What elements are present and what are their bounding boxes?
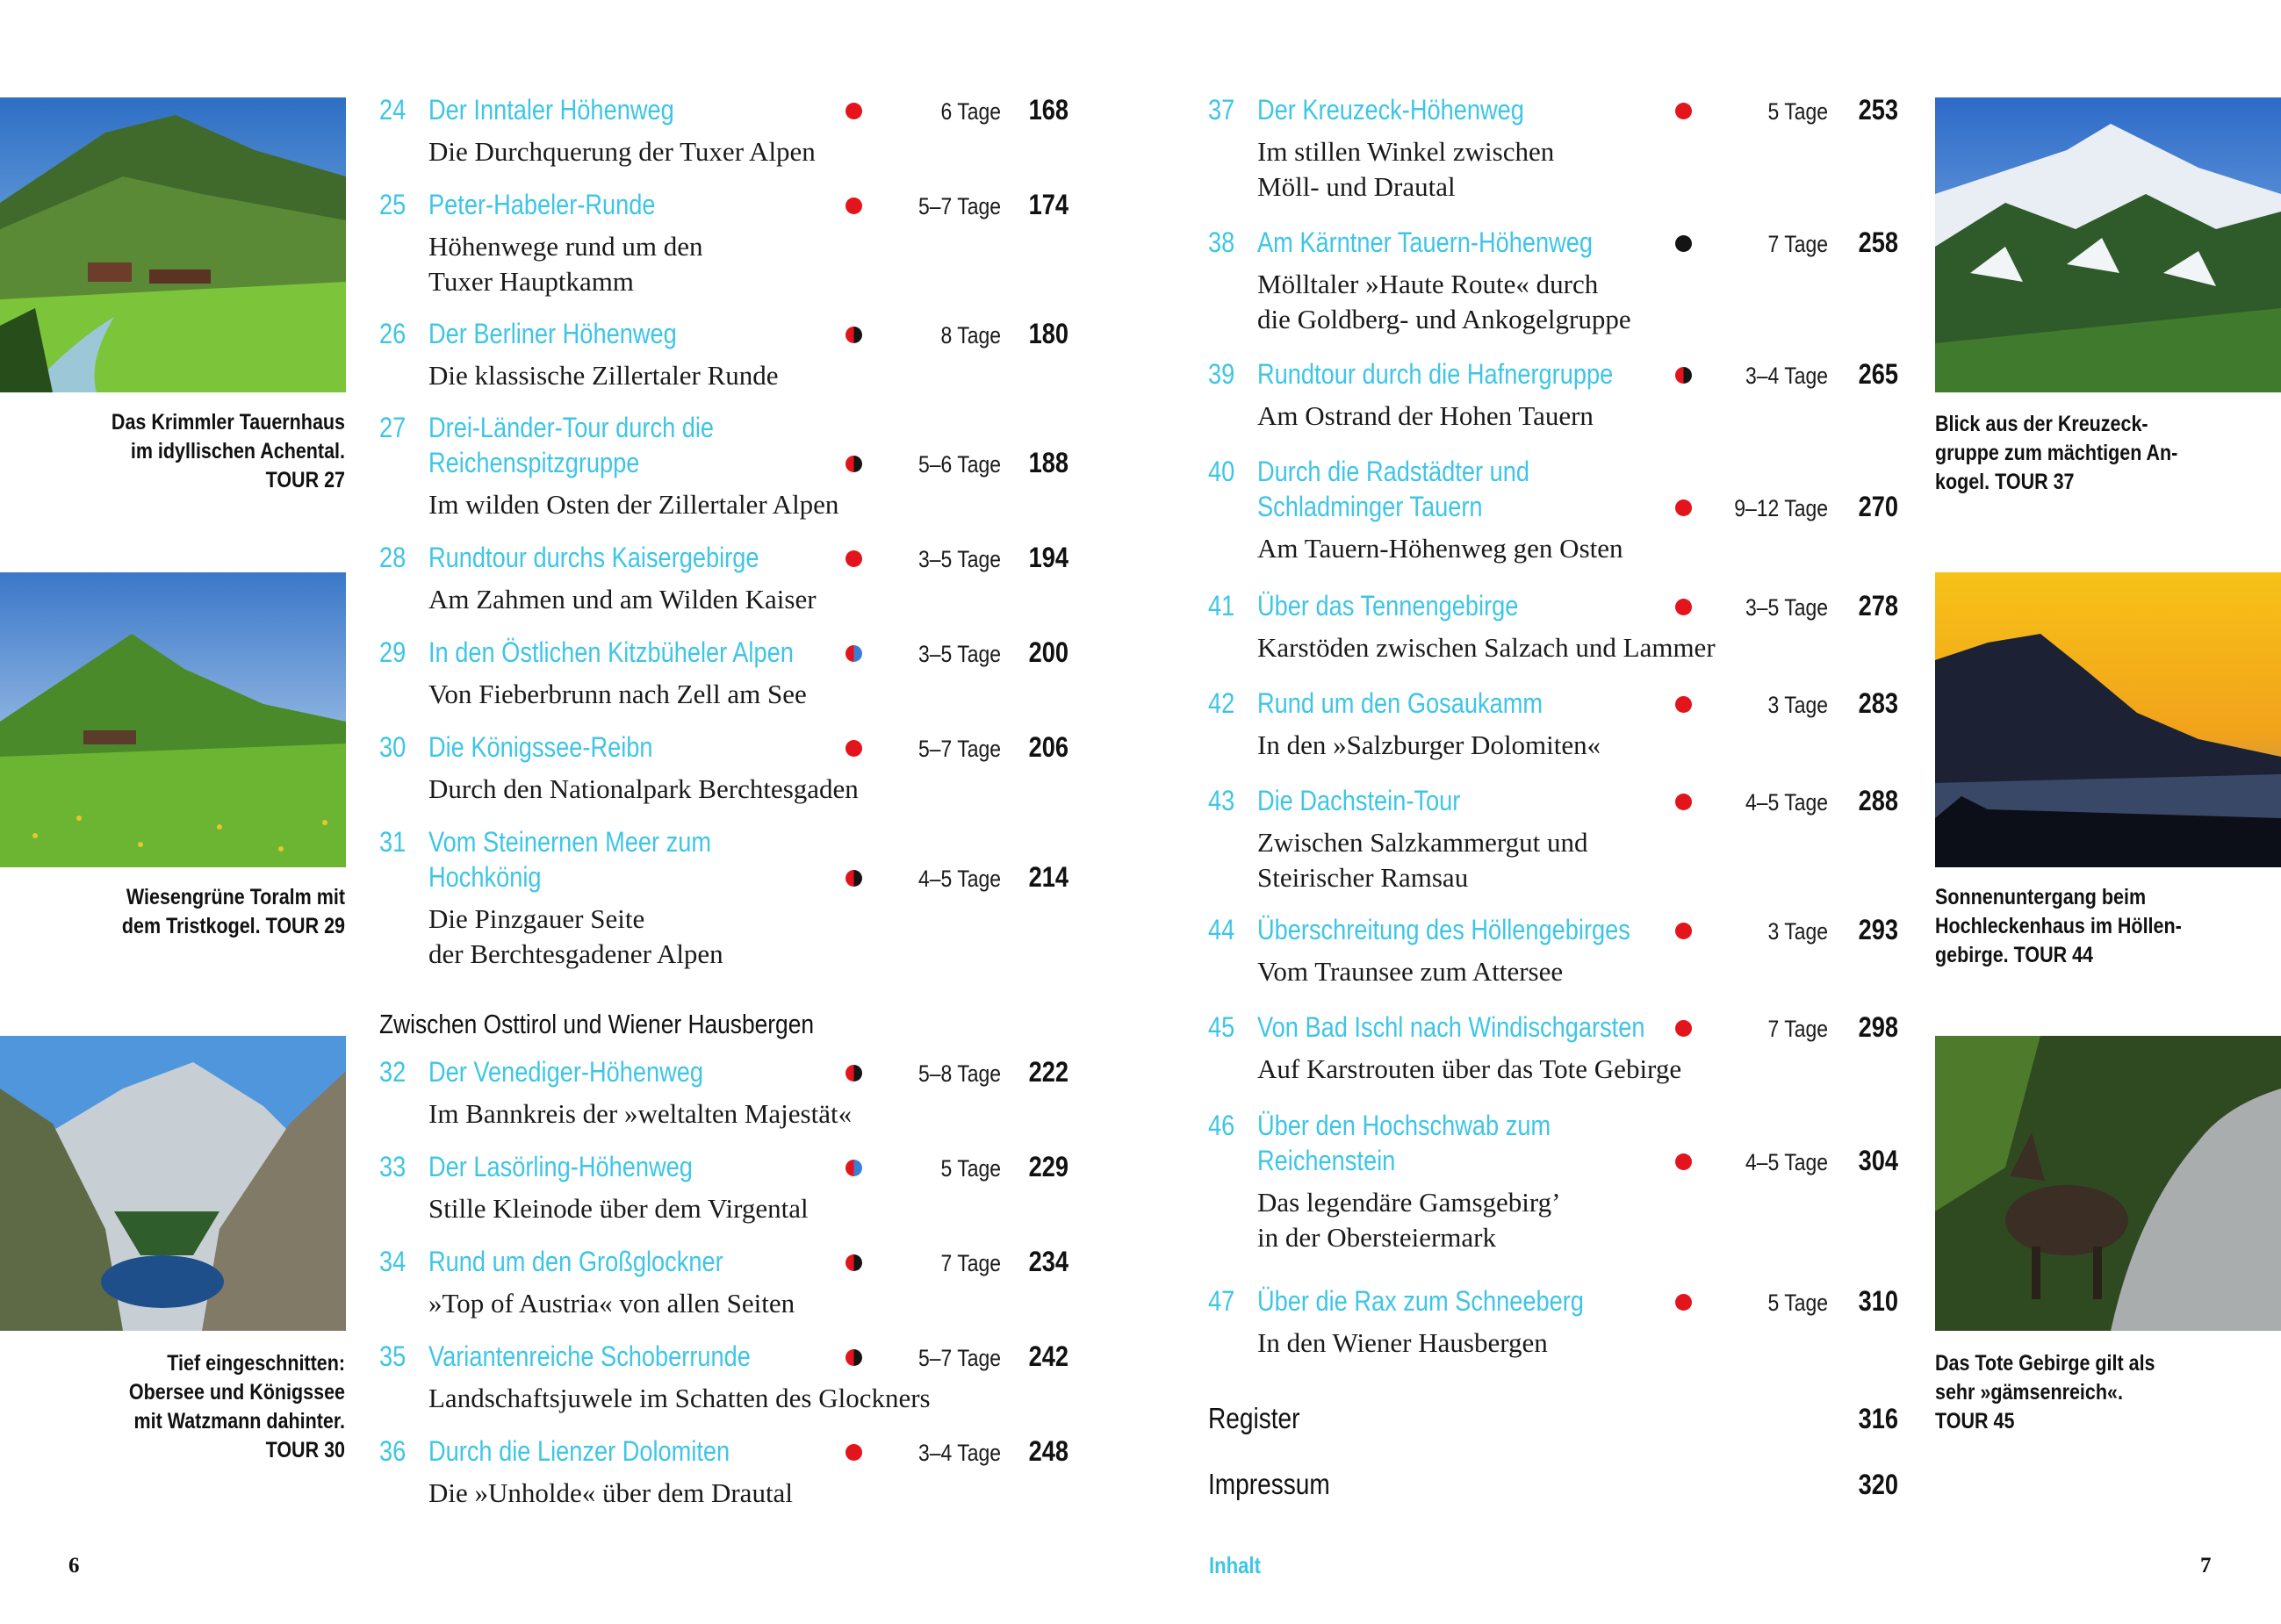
- tour-subtitle-line: Das legendäre Gamsgebirg’: [1257, 1187, 1561, 1218]
- tour-page-number: 288: [1858, 785, 1898, 816]
- tour-title-line: Drei-Länder-Tour durch die: [428, 412, 715, 443]
- difficulty-dot-icon: [845, 1349, 862, 1366]
- photo-toralm-image: [0, 572, 346, 867]
- caption-line: Sonnenuntergang beim: [1935, 885, 2147, 909]
- tour-title[interactable]: [428, 540, 759, 575]
- tour-title[interactable]: [1257, 686, 1543, 721]
- difficulty-dot-icon: [845, 327, 862, 343]
- tour-page-number: 293: [1858, 914, 1898, 945]
- tour-title[interactable]: [428, 1244, 723, 1279]
- tour-subtitle-line: Steirischer Ramsau: [1257, 862, 1469, 893]
- tour-duration: 7 Tage: [1767, 231, 1828, 257]
- tour-title[interactable]: [1257, 1108, 1551, 1178]
- difficulty-dot-icon: [1675, 367, 1692, 384]
- tour-subtitle-line: Im stillen Winkel zwischen: [1257, 136, 1555, 167]
- register-label[interactable]: Register: [1208, 1402, 1300, 1434]
- difficulty-dot-icon: [1675, 794, 1692, 810]
- photo-toralm: [0, 572, 346, 867]
- tour-title[interactable]: [428, 635, 794, 670]
- tour-number: 39: [1208, 358, 1235, 390]
- tour-subtitle-line: Vom Traunsee zum Attersee: [1257, 956, 1564, 987]
- tour-title-line: Der Kreuzeck-Höhenweg: [1257, 94, 1524, 126]
- tour-subtitle-line: der Berchtesgadener Alpen: [428, 938, 723, 969]
- tour-title-line: In den Östlichen Kitzbüheler Alpen: [428, 636, 794, 668]
- tour-title-line: Durch die Radstädter und: [1257, 456, 1529, 487]
- tour-duration: 5–7 Tage: [917, 1345, 1001, 1371]
- tour-duration: 3 Tage: [1767, 692, 1828, 718]
- photo-sunset-image: [1935, 572, 2281, 867]
- tour-title-line: Über den Hochschwab zum: [1257, 1110, 1551, 1141]
- tour-number: 25: [379, 189, 407, 220]
- tour-title-line: Der Lasörling-Höhenweg: [428, 1151, 693, 1182]
- difficulty-dot-icon: [845, 645, 862, 662]
- caption-line: Tief eingeschnitten:: [167, 1351, 345, 1376]
- tour-page-number: 310: [1858, 1285, 1898, 1317]
- difficulty-dot-icon: [845, 103, 862, 119]
- tour-number: 33: [379, 1151, 407, 1182]
- tour-title-line: Rundtour durch die Hafnergruppe: [1257, 358, 1614, 390]
- tour-page-number: 278: [1858, 590, 1898, 622]
- tour-subtitle-line: In den Wiener Hausbergen: [1257, 1327, 1548, 1358]
- tour-duration: 4–5 Tage: [1745, 789, 1828, 816]
- tour-subtitle: [428, 1286, 795, 1321]
- tour-duration: 7 Tage: [940, 1250, 1001, 1276]
- tour-subtitle-line: Landschaftsjuwele im Schatten des Glockners: [428, 1383, 931, 1413]
- tour-title-line: Die Königssee-Reibn: [428, 731, 653, 763]
- tour-subtitle: [1257, 399, 1594, 434]
- tour-page-number: 200: [1028, 636, 1069, 668]
- tour-subtitle: [1257, 134, 1554, 205]
- tour-number: 30: [379, 731, 407, 763]
- tour-duration: 7 Tage: [1767, 1016, 1828, 1042]
- caption-line: TOUR 45: [1935, 1409, 2015, 1434]
- tour-subtitle: [428, 677, 807, 712]
- tour-duration: 9–12 Tage: [1734, 495, 1828, 521]
- tour-title-line: Die Dachstein-Tour: [1257, 785, 1461, 816]
- difficulty-dot-icon: [845, 1444, 862, 1461]
- tour-title-line: Der Venediger-Höhenweg: [428, 1056, 703, 1088]
- tour-title-line: Durch die Lienzer Dolomiten: [428, 1435, 730, 1467]
- tour-subtitle: [1257, 1185, 1560, 1255]
- tour-duration: 3–5 Tage: [917, 641, 1001, 667]
- difficulty-dot-icon: [845, 1254, 862, 1271]
- folio-section-label: Inhalt: [1209, 1552, 1261, 1578]
- tour-number: 38: [1208, 226, 1235, 258]
- tour-duration: 3–4 Tage: [917, 1440, 1001, 1466]
- tour-subtitle-line: Tuxer Hauptkamm: [428, 266, 634, 297]
- tour-subtitle-line: Im wilden Osten der Zillertaler Alpen: [428, 489, 839, 520]
- tour-title[interactable]: [428, 1339, 751, 1374]
- tour-title-line: Der Berliner Höhenweg: [428, 318, 677, 349]
- tour-title-line: Rund um den Großglockner: [428, 1246, 723, 1277]
- tour-subtitle: [428, 358, 779, 393]
- tour-duration: 5–6 Tage: [917, 451, 1001, 478]
- tour-title-line: Reichenstein: [1257, 1145, 1396, 1176]
- tour-title[interactable]: [1257, 356, 1613, 392]
- tour-duration: 5–8 Tage: [917, 1060, 1001, 1087]
- difficulty-dot-icon: [1675, 499, 1692, 516]
- tour-duration: 5 Tage: [1767, 1290, 1828, 1316]
- tour-subtitle-line: in der Obersteiermark: [1257, 1222, 1496, 1253]
- tour-subtitle-line: Möll- und Drautal: [1257, 171, 1456, 202]
- tour-subtitle-line: Stille Kleinode über dem Virgental: [428, 1193, 809, 1224]
- tour-subtitle: [1257, 1326, 1548, 1361]
- difficulty-dot-icon: [845, 456, 862, 472]
- tour-subtitle-line: Höhenwege rund um den: [428, 231, 703, 262]
- tour-page-number: 194: [1028, 542, 1069, 573]
- tour-duration: 5 Tage: [940, 1155, 1001, 1182]
- tour-subtitle: [428, 1381, 931, 1416]
- difficulty-dot-icon: [1675, 923, 1692, 939]
- tour-page-number: 229: [1028, 1151, 1069, 1182]
- photo-gams: [1935, 1036, 2281, 1331]
- tour-subtitle-line: Auf Karstrouten über das Tote Gebirge: [1257, 1053, 1682, 1084]
- tour-title[interactable]: [1257, 588, 1518, 623]
- caption-line: im idyllischen Achental.: [130, 439, 345, 463]
- tour-duration: 5 Tage: [1767, 98, 1828, 125]
- difficulty-dot-icon: [845, 740, 862, 757]
- tour-subtitle-line: Die »Unholde« über dem Drautal: [428, 1477, 793, 1508]
- photo-caption-sunset: [1935, 883, 2182, 970]
- tour-number: 24: [379, 94, 407, 126]
- tour-subtitle-line: die Goldberg- und Ankogelgruppe: [1257, 304, 1631, 334]
- tour-title[interactable]: [428, 410, 714, 480]
- tour-subtitle: [428, 1191, 809, 1226]
- tour-page-number: 222: [1028, 1056, 1069, 1088]
- tour-subtitle: [1257, 825, 1588, 895]
- tour-subtitle: [1257, 531, 1623, 566]
- photo-caption-krimmler: [48, 408, 345, 495]
- tour-title[interactable]: [428, 1054, 703, 1089]
- section-heading: Zwischen Osttirol und Wiener Hausbergen: [379, 1009, 815, 1039]
- tour-title[interactable]: [428, 316, 677, 351]
- tour-subtitle: [1257, 1052, 1681, 1087]
- tour-subtitle: [428, 229, 703, 299]
- difficulty-dot-icon: [1675, 235, 1692, 252]
- tour-title-line: Vom Steinernen Meer zum: [428, 826, 712, 858]
- tour-title[interactable]: [1257, 912, 1630, 947]
- tour-number: 26: [379, 318, 407, 349]
- caption-line: Blick aus der Kreuzeck-: [1935, 412, 2148, 436]
- caption-line: sehr »gämsenreich«.: [1935, 1380, 2123, 1405]
- tour-subtitle: [428, 582, 817, 617]
- tour-page-number: 265: [1858, 358, 1898, 390]
- tour-duration: 6 Tage: [940, 98, 1001, 125]
- photo-gams-image: [1935, 1036, 2281, 1331]
- difficulty-dot-icon: [1675, 1020, 1692, 1037]
- tour-number: 44: [1208, 914, 1235, 945]
- tour-duration: 3–4 Tage: [1745, 363, 1828, 389]
- tour-duration: 3 Tage: [1767, 918, 1828, 945]
- tour-page-number: 283: [1858, 687, 1898, 719]
- tour-number: 43: [1208, 785, 1235, 816]
- tour-subtitle-line: Von Fieberbrunn nach Zell am See: [428, 679, 807, 709]
- caption-line: Das Krimmler Tauernhaus: [111, 410, 345, 435]
- difficulty-dot-icon: [1675, 1294, 1692, 1311]
- tour-page-number: 174: [1028, 189, 1069, 220]
- tour-subtitle-line: Die Pinzgauer Seite: [428, 903, 645, 934]
- tour-page-number: 258: [1858, 226, 1898, 258]
- tour-subtitle-line: Am Zahmen und am Wilden Kaiser: [428, 584, 817, 614]
- difficulty-dot-icon: [1675, 1153, 1692, 1170]
- tour-title-line: Überschreitung des Höllengebirges: [1257, 914, 1630, 945]
- tour-page-number: 298: [1858, 1011, 1898, 1043]
- tour-duration: 4–5 Tage: [1745, 1149, 1828, 1175]
- tour-title[interactable]: [1257, 225, 1593, 260]
- difficulty-dot-icon: [1675, 103, 1692, 119]
- tour-subtitle-line: Im Bannkreis der »weltalten Majestät«: [428, 1098, 853, 1129]
- tour-title[interactable]: [1257, 1010, 1644, 1045]
- tour-subtitle-line: Die Durchquerung der Tuxer Alpen: [428, 136, 816, 167]
- tour-subtitle-line: Die klassische Zillertaler Runde: [428, 360, 779, 391]
- tour-number: 36: [379, 1435, 407, 1467]
- tour-duration: 5–7 Tage: [917, 193, 1001, 219]
- caption-line: mit Watzmann dahinter.: [133, 1409, 345, 1434]
- tour-subtitle: [428, 1096, 852, 1132]
- tour-duration: 3–5 Tage: [917, 546, 1001, 572]
- caption-line: Obersee und Königssee: [128, 1380, 345, 1405]
- photo-caption-gams: [1935, 1349, 2155, 1436]
- caption-line: TOUR 30: [265, 1438, 345, 1462]
- tour-number: 34: [379, 1246, 407, 1277]
- tour-title[interactable]: [1257, 92, 1524, 127]
- difficulty-dot-icon: [1675, 696, 1692, 713]
- photo-caption-obersee: [48, 1349, 345, 1465]
- tour-subtitle-line: Zwischen Salzkammergut und: [1257, 827, 1588, 858]
- tour-title-line: Über die Rax zum Schneeberg: [1257, 1285, 1584, 1317]
- photo-krimmler-tauernhaus: [0, 97, 346, 392]
- tour-page-number: 304: [1858, 1145, 1898, 1176]
- tour-page-number: 214: [1028, 861, 1069, 893]
- difficulty-dot-icon: [845, 870, 862, 887]
- tour-page-number: 188: [1028, 447, 1069, 478]
- tour-number: 47: [1208, 1285, 1235, 1317]
- tour-title[interactable]: [428, 187, 656, 222]
- tour-page-number: 248: [1028, 1435, 1069, 1467]
- impressum-page-number: 320: [1858, 1469, 1898, 1500]
- tour-title-line: Von Bad Ischl nach Windischgarsten: [1257, 1011, 1645, 1043]
- tour-subtitle-line: Am Tauern-Höhenweg gen Osten: [1257, 533, 1623, 564]
- tour-number: 41: [1208, 590, 1235, 622]
- caption-line: TOUR 27: [265, 468, 345, 492]
- tour-subtitle: [428, 772, 859, 807]
- impressum-label[interactable]: Impressum: [1208, 1468, 1330, 1500]
- tour-subtitle: [428, 1476, 793, 1511]
- difficulty-dot-icon: [845, 1065, 862, 1081]
- photo-ankogel-image: [1935, 97, 2281, 392]
- tour-duration: 5–7 Tage: [917, 736, 1001, 762]
- caption-line: Hochleckenhaus im Höllen-: [1935, 914, 2182, 938]
- tour-title[interactable]: [428, 824, 711, 895]
- tour-page-number: 270: [1858, 491, 1898, 522]
- tour-title[interactable]: [1257, 454, 1529, 524]
- tour-subtitle-line: »Top of Austria« von allen Seiten: [428, 1288, 795, 1319]
- tour-title-line: Der Inntaler Höhenweg: [428, 94, 674, 126]
- tour-number: 37: [1208, 94, 1235, 126]
- photo-ankogel: [1935, 97, 2281, 392]
- tour-number: 32: [379, 1056, 407, 1088]
- photo-hoellengebirge-sunset: [1935, 572, 2281, 867]
- tour-subtitle-line: Karstöden zwischen Salzach und Lammer: [1257, 632, 1716, 663]
- tour-number: 40: [1208, 456, 1235, 487]
- tour-number: 28: [379, 542, 407, 573]
- caption-line: Wiesengrüne Toralm mit: [126, 885, 345, 909]
- tour-number: 29: [379, 636, 407, 668]
- photo-obersee-image: [0, 1036, 346, 1331]
- photo-obersee: [0, 1036, 346, 1331]
- tour-title-line: Rund um den Gosaukamm: [1257, 687, 1543, 719]
- tour-page-number: 253: [1858, 94, 1898, 126]
- tour-subtitle: [428, 902, 723, 972]
- tour-subtitle: [428, 134, 816, 169]
- folio-left-page-number: 6: [68, 1554, 80, 1577]
- tour-page-number: 168: [1028, 94, 1069, 126]
- tour-page-number: 234: [1028, 1246, 1069, 1277]
- photo-caption-toralm: [48, 883, 345, 941]
- difficulty-dot-icon: [845, 1160, 862, 1176]
- difficulty-dot-icon: [845, 198, 862, 214]
- register-page-number: 316: [1858, 1403, 1898, 1434]
- difficulty-dot-icon: [845, 550, 862, 567]
- tour-title[interactable]: [428, 1149, 693, 1184]
- tour-number: 27: [379, 412, 407, 443]
- caption-line: dem Tristkogel. TOUR 29: [121, 914, 345, 938]
- tour-title[interactable]: [428, 1434, 730, 1469]
- tour-number: 31: [379, 826, 407, 858]
- caption-line: gebirge. TOUR 44: [1935, 943, 2094, 967]
- tour-subtitle: [428, 487, 838, 522]
- folio-right-page-number: 7: [2200, 1554, 2212, 1577]
- difficulty-dot-icon: [1675, 599, 1692, 615]
- tour-subtitle: [1257, 630, 1716, 665]
- tour-page-number: 206: [1028, 731, 1069, 763]
- tour-duration: 3–5 Tage: [1745, 594, 1828, 621]
- tour-subtitle-line: Mölltaler »Haute Route« durch: [1257, 269, 1599, 299]
- tour-title-line: Hochkönig: [428, 861, 542, 893]
- tour-title[interactable]: [428, 92, 674, 127]
- tour-title[interactable]: [1257, 1283, 1584, 1319]
- tour-title-line: Über das Tennengebirge: [1257, 590, 1519, 622]
- tour-number: 42: [1208, 687, 1235, 719]
- tour-subtitle: [1257, 267, 1631, 337]
- tour-subtitle-line: In den »Salzburger Dolomiten«: [1257, 729, 1601, 760]
- tour-number: 46: [1208, 1110, 1235, 1141]
- photo-caption-ankogel: [1935, 410, 2177, 497]
- tour-subtitle-line: Am Ostrand der Hohen Tauern: [1257, 400, 1594, 431]
- tour-title-line: Variantenreiche Schoberrunde: [428, 1340, 751, 1372]
- tour-page-number: 180: [1028, 318, 1069, 349]
- tour-page-number: 242: [1028, 1340, 1069, 1372]
- tour-subtitle: [1257, 728, 1601, 763]
- tour-title-line: Reichenspitzgruppe: [428, 447, 640, 478]
- caption-line: kogel. TOUR 37: [1935, 470, 2075, 494]
- tour-duration: 8 Tage: [940, 322, 1001, 349]
- tour-number: 35: [379, 1340, 407, 1372]
- tour-subtitle: [1257, 954, 1563, 989]
- tour-title[interactable]: [428, 729, 653, 765]
- photo-krimmler-tauernhaus-image: [0, 97, 346, 392]
- caption-line: Das Tote Gebirge gilt als: [1935, 1351, 2155, 1376]
- tour-title-line: Peter-Habeler-Runde: [428, 189, 656, 220]
- tour-subtitle-line: Durch den Nationalpark Berchtesgaden: [428, 773, 859, 804]
- tour-title[interactable]: [1257, 783, 1460, 818]
- tour-number: 45: [1208, 1011, 1235, 1043]
- caption-line: gruppe zum mächtigen An-: [1935, 441, 2178, 465]
- tour-title-line: Am Kärntner Tauern-Höhenweg: [1257, 226, 1594, 258]
- tour-title-line: Rundtour durchs Kaisergebirge: [428, 542, 759, 573]
- tour-duration: 4–5 Tage: [917, 866, 1001, 892]
- tour-title-line: Schladminger Tauern: [1257, 491, 1483, 522]
